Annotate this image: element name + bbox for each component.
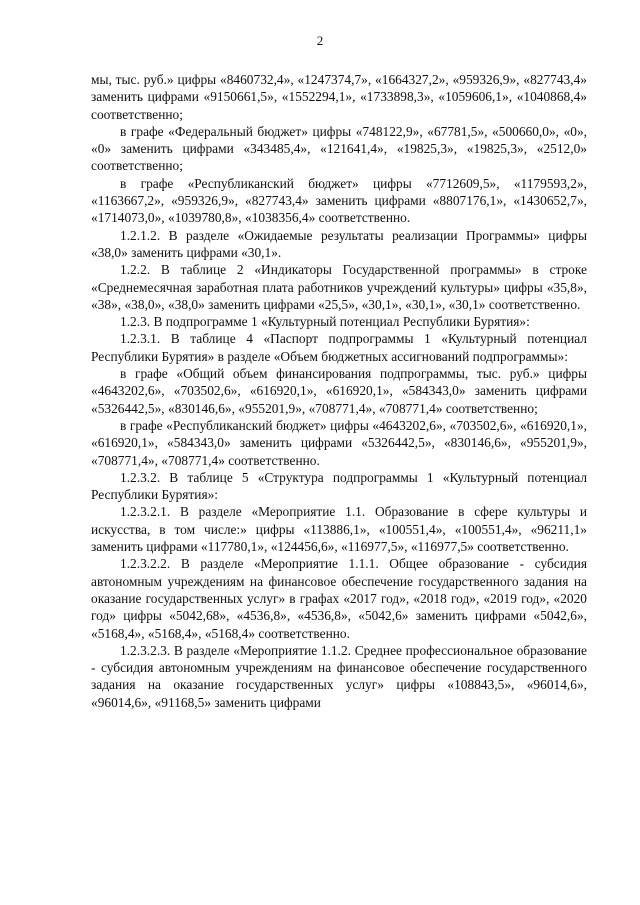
paragraph: 1.2.3. В подпрограмме 1 «Культурный потенциал Республики Бурятия»: [120,314,530,330]
paragraph: 1.2.3.2.3. В разделе «Мероприятие 1.1.2. Среднее профессиональное образование - субсидия автономным учреждениям на финансовое обеспечение государственного задания на оказание государственных услуг» цифры «108843,5», «96014,6», «96014,6», «91168,5» заменить цифрами [91,642,587,710]
paragraph: в графе «Республиканский бюджет» цифры «4643202,6», «703502,6», «616920,1», «616920,1», «584343,0» заменить цифрами «5326442,5», «830146,6», «955201,9», «708771,4», «708771,4» соответственно. [91,417,587,468]
paragraph: 1.2.1.2. В разделе «Ожидаемые результаты реализации Программы» цифры «38,0» заменить цифрами «30,1». [91,227,587,260]
paragraph: 1.2.3.1. В таблице 4 «Паспорт подпрограммы 1 «Культурный потенциал Республики Бурятия» в разделе «Объем бюджетных ассигнований подпрограммы»: [91,331,587,364]
paragraph: в графе «Общий объем финансирования подпрограммы, тыс. руб.» цифры «4643202,6», «703502,6», «616920,1», «616920,1», «584343,0» заменить цифрами «5326442,5», «830146,6», «955201,9», «708771,4», «708771,4» соответственно; [91,366,587,416]
page-number: 2 [316,33,324,48]
paragraph: 1.2.3.2. В таблице 5 «Структура подпрограммы 1 «Культурный потенциал Республики Бурятия»: [91,469,587,503]
paragraph: 1.2.3.2.2. В разделе «Мероприятие 1.1.1. Общее образование - субсидия автономным учреждениям на финансовое обеспечение государственного задания на оказание государственных услуг» в графах «2017 год», «2018 год», «2019 год», «2020 год» цифры «5042,68», «4536,8», «4536,8», «5042,6» заменить цифрами «5042,6», «5168,4», «5168,4», «5168,4» соответственно. [91,556,587,641]
paragraph: мы, тыс. руб.» цифры «8460732,4», «1247374,7», «1664327,2», «959326,9», «827743,4» заменить цифрами «9150661,5», «1552294,1», «1733898,3», «1059606,1», «1040868,4» соответственно; [91,72,587,122]
paragraph: 1.2.2. В таблице 2 «Индикаторы Государственной программы» в строке «Среднемесячная заработная плата работников учреждений культуры» цифры «35,8», «38», «38,0», «38,0» заменить цифрами «25,5», «30,1», «30,1», «30,1» соответственно. [91,262,587,312]
paragraph: в графе «Республиканский бюджет» цифры «7712609,5», «1179593,2», «1163667,2», «959326,9», «827743,4» заменить цифрами «8807176,1», «1430652,7», «1714073,0», «1039780,8», «1038356,4» соответственно. [91,175,587,226]
paragraph: 1.2.3.2.1. В разделе «Мероприятие 1.1. Образование в сфере культуры и искусства, в том числе:» цифры «113886,1», «100551,4», «100551,4», «96211,1» заменить цифрами «117780,1», «124456,6», «116977,5», «116977,5» соответственно. [91,504,587,555]
document-body [91,71,587,711]
paragraph: в графе «Федеральный бюджет» цифры «748122,9», «67781,5», «500660,0», «0», «0» заменить цифрами «343485,4», «121641,4», «19825,3», «19825,3», «2512,0» соответственно; [91,123,587,174]
